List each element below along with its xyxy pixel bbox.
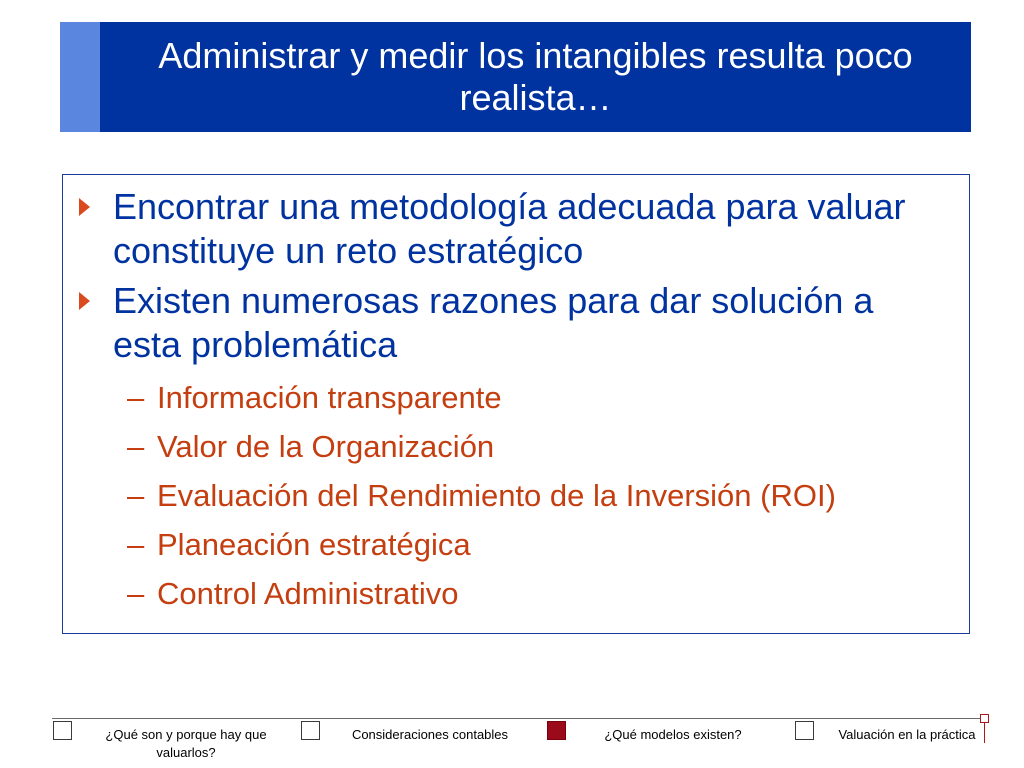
bullet-item [63,185,969,273]
nav-link-modelos[interactable]: ¿Qué modelos existen? [604,727,742,742]
nav-link-valuacion[interactable]: Valuación en la práctica [838,727,976,742]
nav-checkbox-consideraciones[interactable] [301,721,320,740]
sub-item-text: Evaluación del Rendimiento de la Inversión (ROI) [157,478,836,513]
sub-item [63,422,969,471]
triangle-bullet-icon [79,198,90,216]
dash-marker: – [127,478,145,513]
bullet-text: Encontrar una metodología adecuada para valuar constituye un reto estratégico [113,186,906,271]
sub-item-list [63,373,969,618]
triangle-bullet-icon [79,292,90,310]
dash-marker: – [127,380,145,415]
dash-marker: – [127,576,145,611]
sub-item [63,520,969,569]
content-box [62,174,970,634]
corner-square-icon [980,714,989,723]
dash-marker: – [127,527,145,562]
footer-nav [0,718,1024,768]
sub-item [63,373,969,422]
dash-marker: – [127,429,145,464]
bullet-text: Existen numerosas razones para dar solución a esta problemática [113,280,874,365]
sub-item [63,569,969,618]
nav-link-consideraciones[interactable]: Consideraciones contables [351,727,509,742]
nav-checkbox-valuacion[interactable] [795,721,814,740]
bullet-item [63,279,969,367]
sub-item-text: Valor de la Organización [157,429,495,464]
nav-checkbox-que-son[interactable] [53,721,72,740]
nav-checkbox-modelos-active[interactable] [547,721,566,740]
sub-item [63,471,969,520]
footer-divider [52,718,982,719]
title-bar [100,22,971,132]
sub-item-text: Información transparente [157,380,502,415]
title-accent-bar [60,22,100,132]
sub-item-text: Control Administrativo [157,576,459,611]
bullet-list [63,185,969,618]
nav-link-que-son[interactable]: ¿Qué son y porque hay que valuarlos? [105,727,267,760]
sub-item-text: Planeación estratégica [157,527,471,562]
slide-title: Administrar y medir los intangibles resulta poco realista… [158,35,913,118]
